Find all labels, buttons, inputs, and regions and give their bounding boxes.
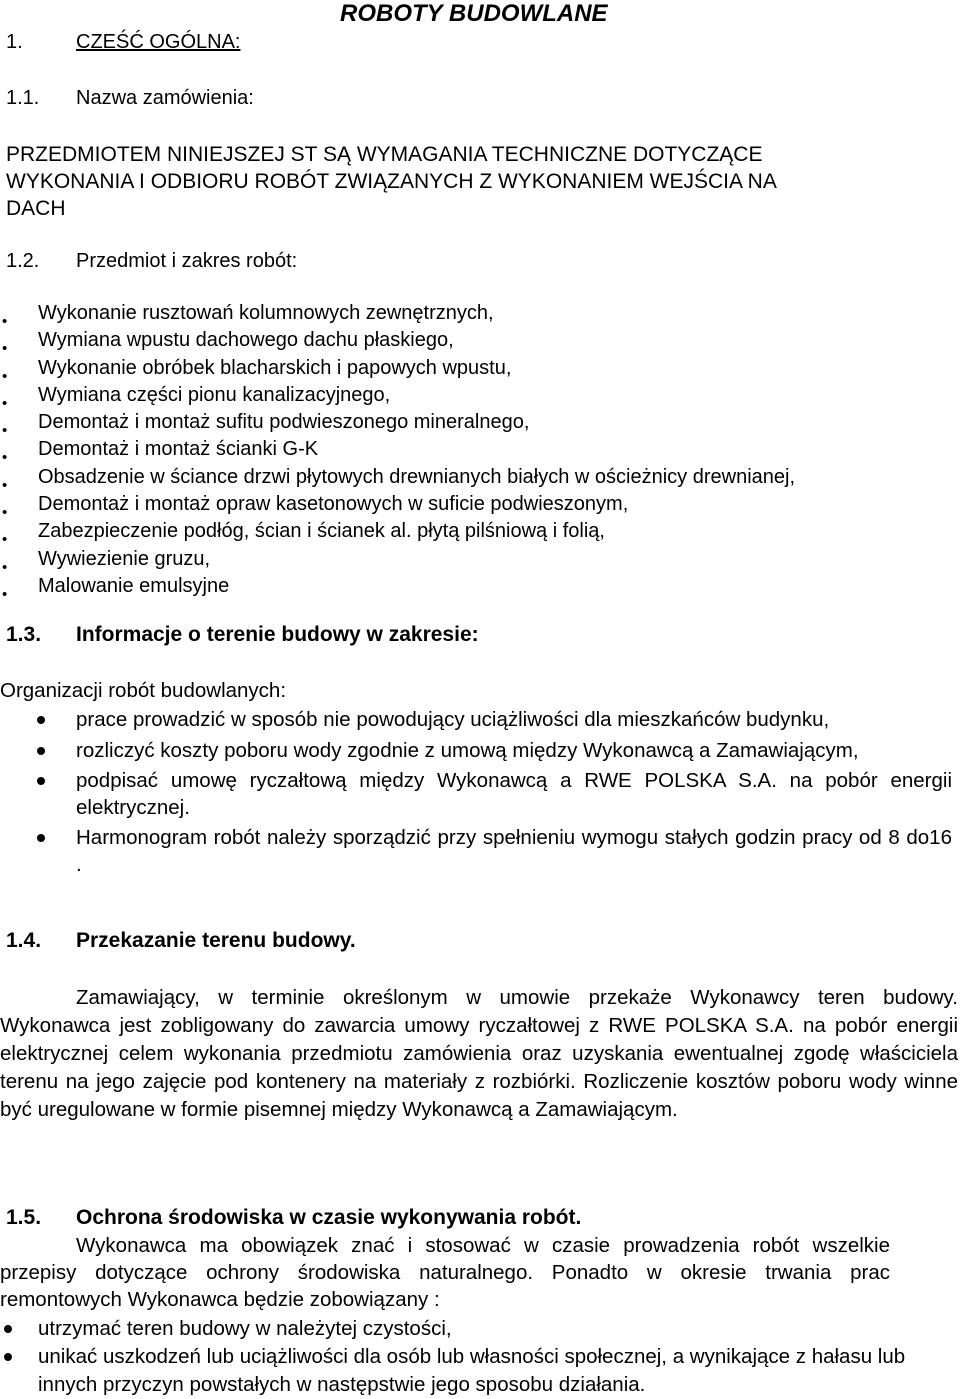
organization-list — [0, 707, 952, 878]
list-item: rozliczyć koszty poboru wody zgodnie z umową między Wykonawcą a Zamawiającym, — [0, 738, 952, 765]
list-item: • Demontaż i montaż sufitu podwieszonego mineralnego, — [0, 409, 795, 436]
document-title: ROBOTY BUDOWLANE — [340, 0, 608, 27]
bullet-icon: • — [2, 558, 8, 576]
section-1-title: CZEŚĆ OGÓLNA: — [76, 31, 241, 53]
list-item: • Zabezpieczenie podłóg, ścian i ścianek al. płytą pilśniową i folią, — [0, 518, 795, 545]
list-item: • Wykonanie obróbek blacharskich i papowych wpustu, — [0, 355, 795, 382]
section-1-4-number: 1.4. — [6, 929, 42, 952]
paragraph-text: Zamawiający, w terminie określonym w umowie przekaże Wykonawcy teren budowy. Wykonawca jest zobligowany do zawarcia umowy ryczałtowej z RWE POLSKA S.A. na pobór energii elektrycznej celem wykonania przedmiotu zamówienia oraz uzyskania ewentualnej zgodę właściciela terenu na jego zajęcie pod kontenery na materiały z rozbiórki. Rozliczenie kosztów poboru wody winne być uregulowane w formie pisemnej między Wykonawcą a Zamawiającym. — [0, 986, 958, 1121]
bullet-icon: • — [2, 504, 8, 522]
list-item: prace prowadzić w sposób nie powodujący uciążliwości dla mieszkańców budynku, — [0, 707, 952, 734]
bullet-icon — [37, 716, 45, 724]
list-item: • Demontaż i montaż opraw kasetonowych w suficie podwieszonym, — [0, 491, 795, 518]
bullet-icon: • — [2, 340, 8, 358]
list-item: • Wywiezienie gruzu, — [0, 546, 795, 573]
bullet-icon — [37, 777, 45, 785]
bullet-icon: • — [2, 531, 8, 549]
subject-line-1: PRZEDMIOTEM NINIEJSZEJ ST SĄ WYMAGANIA TECHNICZNE DOTYCZĄCE — [6, 143, 763, 166]
handover-paragraph — [0, 984, 958, 1124]
bullet-icon: • — [2, 449, 8, 467]
list-item: • Wymiana wpustu dachowego dachu płaskiego, — [0, 327, 795, 354]
section-1-1-title: Nazwa zamówienia: — [76, 87, 254, 109]
list-item: • Demontaż i montaż ścianki G-K — [0, 436, 795, 463]
list-item: • Wykonanie rusztowań kolumnowych zewnętrznych, — [0, 300, 795, 327]
paragraph-text: Wykonawca ma obowiązek znać i stosować w czasie prowadzenia robót wszelkie przepisy dotyczące ochrony środowiska naturalnego. Ponadto w okresie trwania prac remontowych Wykonawca będzie zobowiązany : — [0, 1234, 890, 1311]
section-1-2-title: Przedmiot i zakres robót: — [76, 250, 298, 272]
bullet-icon: • — [2, 422, 8, 440]
list-item: • Obsadzenie w ściance drzwi płytowych drewnianych białych w ościeżnicy drewnianej, — [0, 464, 795, 491]
section-1-2-number: 1.2. — [6, 250, 40, 272]
section-1-number: 1. — [6, 31, 23, 53]
bullet-icon: • — [2, 394, 8, 412]
section-1-5-title: Ochrona środowiska w czasie wykonywania robót. — [76, 1206, 582, 1229]
bullet-icon — [4, 1353, 12, 1361]
bullet-icon: • — [2, 313, 8, 330]
bullet-icon: • — [2, 585, 8, 603]
environment-paragraph — [0, 1232, 890, 1313]
list-item: Harmonogram robót należy sporządzić przy spełnieniu wymogu stałych godzin pracy od 8 do16 . — [0, 825, 952, 878]
subject-line-2: WYKONANIA I ODBIORU ROBÓT ZWIĄZANYCH Z WYKONANIEM WEJŚCIA NA — [6, 170, 777, 193]
bullet-icon — [37, 747, 45, 755]
bullet-icon: • — [2, 367, 8, 385]
list-item: unikać uszkodzeń lub uciążliwości dla osób lub własności społecznej, a wynikające z hałasu lub innych przyczyn powstałych w następstwie jego sposobu działania. — [0, 1343, 958, 1399]
bullet-icon — [37, 834, 45, 842]
org-label: Organizacji robót budowlanych: — [0, 679, 287, 702]
list-item: • Malowanie emulsyjne — [0, 573, 795, 600]
section-1-4-title: Przekazanie terenu budowy. — [76, 929, 356, 952]
scope-list — [0, 300, 796, 603]
list-item: podpisać umowę ryczałtową między Wykonawcą a RWE POLSKA S.A. na pobór energii elektrycznej. — [0, 768, 952, 821]
section-1-3-number: 1.3. — [6, 623, 42, 646]
list-item: • Wymiana części pionu kanalizacyjnego, — [0, 382, 795, 409]
bullet-icon — [4, 1325, 12, 1333]
subject-line-3: DACH — [6, 197, 66, 220]
environment-list — [0, 1315, 958, 1399]
bullet-icon: • — [2, 476, 8, 494]
section-1-1-number: 1.1. — [6, 87, 40, 109]
section-1-5-number: 1.5. — [6, 1206, 42, 1229]
section-1-3-title: Informacje o terenie budowy w zakresie: — [76, 623, 479, 646]
list-item: utrzymać teren budowy w należytej czystości, — [0, 1315, 958, 1343]
